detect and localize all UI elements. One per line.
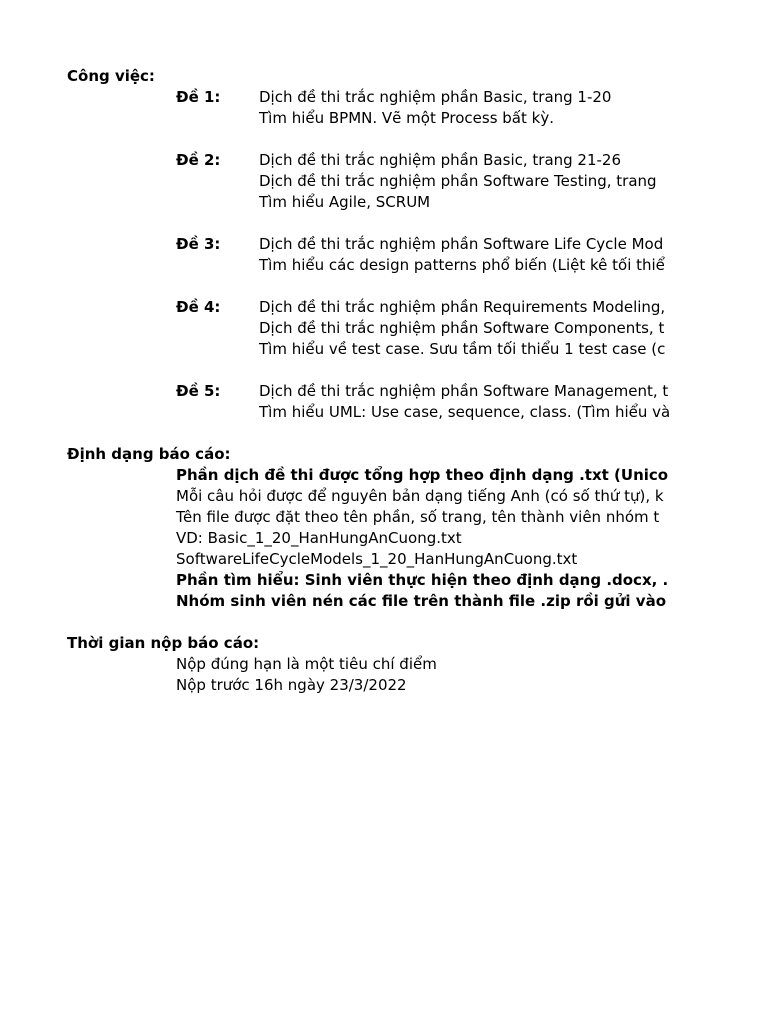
task-2-label: Đề 2: [176, 151, 221, 169]
format-line-7: Nhóm sinh viên nén các file trên thành file .zip rồi gửi vào [176, 592, 666, 610]
format-line-4: VD: Basic_1_20_HanHungAnCuong.txt [176, 529, 462, 547]
format-line-1: Phần dịch đề thi được tổng hợp theo định dạng .txt (Unico [176, 466, 669, 484]
task-5-label: Đề 5: [176, 382, 221, 400]
task-3-line-1: Dịch đề thi trắc nghiệm phần Software Life Cycle Mod [259, 235, 664, 253]
tasks-heading: Công việc: [67, 67, 155, 85]
task-5-line-1: Dịch đề thi trắc nghiệm phần Software Management, t [259, 382, 669, 400]
task-4-label: Đề 4: [176, 298, 221, 316]
format-line-6: Phần tìm hiểu: Sinh viên thực hiện theo định dạng .docx, . [176, 571, 669, 589]
task-1-line-1: Dịch đề thi trắc nghiệm phần Basic, trang 1-20 [259, 88, 612, 106]
format-line-3: Tên file được đặt theo tên phần, số trang, tên thành viên nhóm t [176, 508, 660, 526]
deadline-heading: Thời gian nộp báo cáo: [67, 634, 260, 652]
task-3-line-2: Tìm hiểu các design patterns phổ biến (Liệt kê tối thiể [259, 256, 665, 274]
task-2-line-1: Dịch đề thi trắc nghiệm phần Basic, trang 21-26 [259, 151, 622, 169]
task-3-label: Đề 3: [176, 235, 221, 253]
task-4-line-1: Dịch đề thi trắc nghiệm phần Requirements Modeling, [259, 298, 666, 316]
task-1-line-2: Tìm hiểu BPMN. Vẽ một Process bất kỳ. [259, 109, 554, 127]
task-2-line-2: Dịch đề thi trắc nghiệm phần Software Testing, trang [259, 172, 657, 190]
deadline-line-1: Nộp đúng hạn là một tiêu chí điểm [176, 655, 437, 673]
task-4-line-2: Dịch đề thi trắc nghiệm phần Software Components, t [259, 319, 665, 337]
deadline-line-2: Nộp trước 16h ngày 23/3/2022 [176, 676, 407, 694]
task-1-label: Đề 1: [176, 88, 221, 106]
format-line-5: SoftwareLifeCycleModels_1_20_HanHungAnCuong.txt [176, 550, 578, 568]
format-heading: Định dạng báo cáo: [67, 445, 231, 463]
task-2-line-3: Tìm hiểu Agile, SCRUM [259, 193, 431, 211]
task-5-line-2: Tìm hiểu UML: Use case, sequence, class. (Tìm hiểu và [259, 403, 671, 421]
format-line-2: Mỗi câu hỏi được để nguyên bản dạng tiếng Anh (có số thứ tự), k [176, 487, 664, 505]
task-4-line-3: Tìm hiểu về test case. Sưu tầm tối thiểu 1 test case (c [259, 340, 666, 358]
